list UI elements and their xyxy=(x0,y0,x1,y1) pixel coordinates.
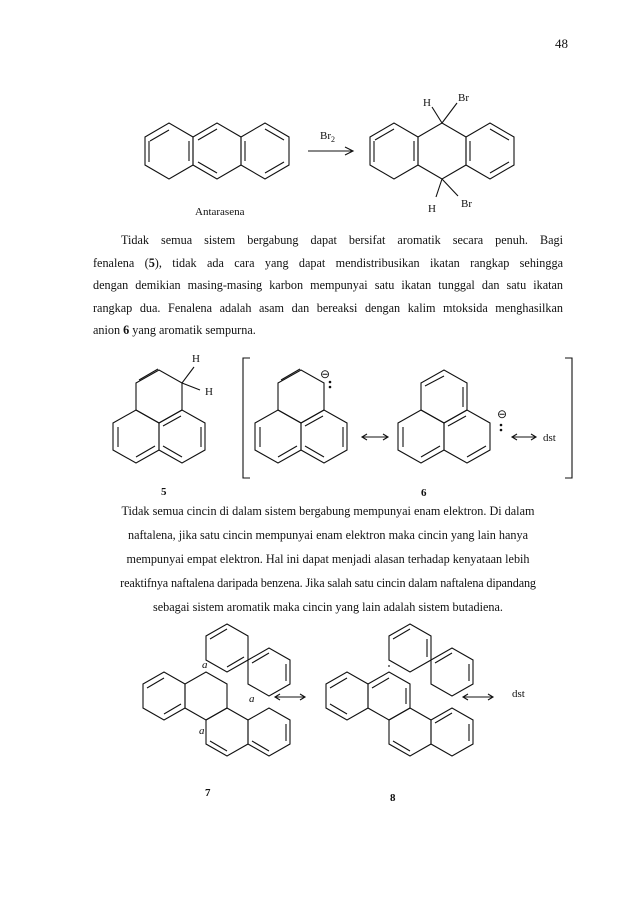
antarasena-label: Antarasena xyxy=(195,206,245,218)
anion-a-charge: ⊖ xyxy=(320,367,331,381)
paragraph2-line5: sebagai sistem aromatik maka cincin yang lain adalah sistem butadiena. xyxy=(153,600,503,614)
page-number: 48 xyxy=(555,36,568,51)
triphenylene-structure-7 xyxy=(143,624,290,756)
dst-label-2: dst xyxy=(512,688,525,700)
atom-br-bottom: Br xyxy=(461,198,472,210)
compound-label-7: 7 xyxy=(205,787,211,799)
compound-label-6: 6 xyxy=(421,487,427,499)
paragraph1-line4: rangkap dua. Fenalena adalah asam dan bereaksi dengan kalim mtoksida menghasilkan xyxy=(93,300,563,315)
ring-label-a-top: a xyxy=(202,659,208,671)
resonance-arrow-3 xyxy=(275,694,305,700)
paragraph2-line4: reaktifnya naftalena daripada benzena. Jika salah satu cincin dalam naftalena dipandang xyxy=(120,576,536,590)
paragraph1-line2: fenalena (5), tidak ada cara yang dapat mendistribusikan ikatan rangkap sehingga xyxy=(93,255,563,270)
paragraph1-line1: Tidak semua sistem bergabung dapat bersifat aromatik secara penuh. Bagi xyxy=(121,233,563,247)
triphenylene-structure-8 xyxy=(326,624,473,756)
paragraph1-line5: anion 6 yang aromatik sempurna. xyxy=(93,323,256,338)
resonance-arrow-4 xyxy=(463,694,493,700)
ring-label-a-right: a xyxy=(249,693,255,705)
compound-label-8: 8 xyxy=(390,792,396,804)
atom-h-bottom: H xyxy=(428,203,436,215)
paragraph2-line2: naftalena, jika satu cincin mempunyai enam elektron maka cincin yang lain hanya xyxy=(127,528,528,542)
paragraph1-line3: dengan demikian masing-masing karbon mempunyai satu ikatan tunggal dan satu ikatan xyxy=(93,278,563,293)
phenalene-h-top: H xyxy=(192,353,200,365)
atom-h-top: H xyxy=(423,97,431,109)
paragraph2-line1: Tidak semua cincin di dalam sistem bergabung mempunyai enam elektron. Di dalam xyxy=(121,504,535,518)
dst-label-1: dst xyxy=(543,432,556,444)
ring-label-a-bottom: a xyxy=(199,725,205,737)
paragraph2-line3: mempunyai empat elektron. Hal ini dapat menjadi alasan terhadap kenyataan lebih xyxy=(126,552,530,566)
atom-br-top: Br xyxy=(458,92,469,104)
anion-b-charge: ⊖ xyxy=(497,407,508,421)
reagent-br2: $Br_2$ xyxy=(320,130,335,144)
phenalene-h-right: H xyxy=(205,386,213,398)
compound-label-5: 5 xyxy=(161,486,167,498)
